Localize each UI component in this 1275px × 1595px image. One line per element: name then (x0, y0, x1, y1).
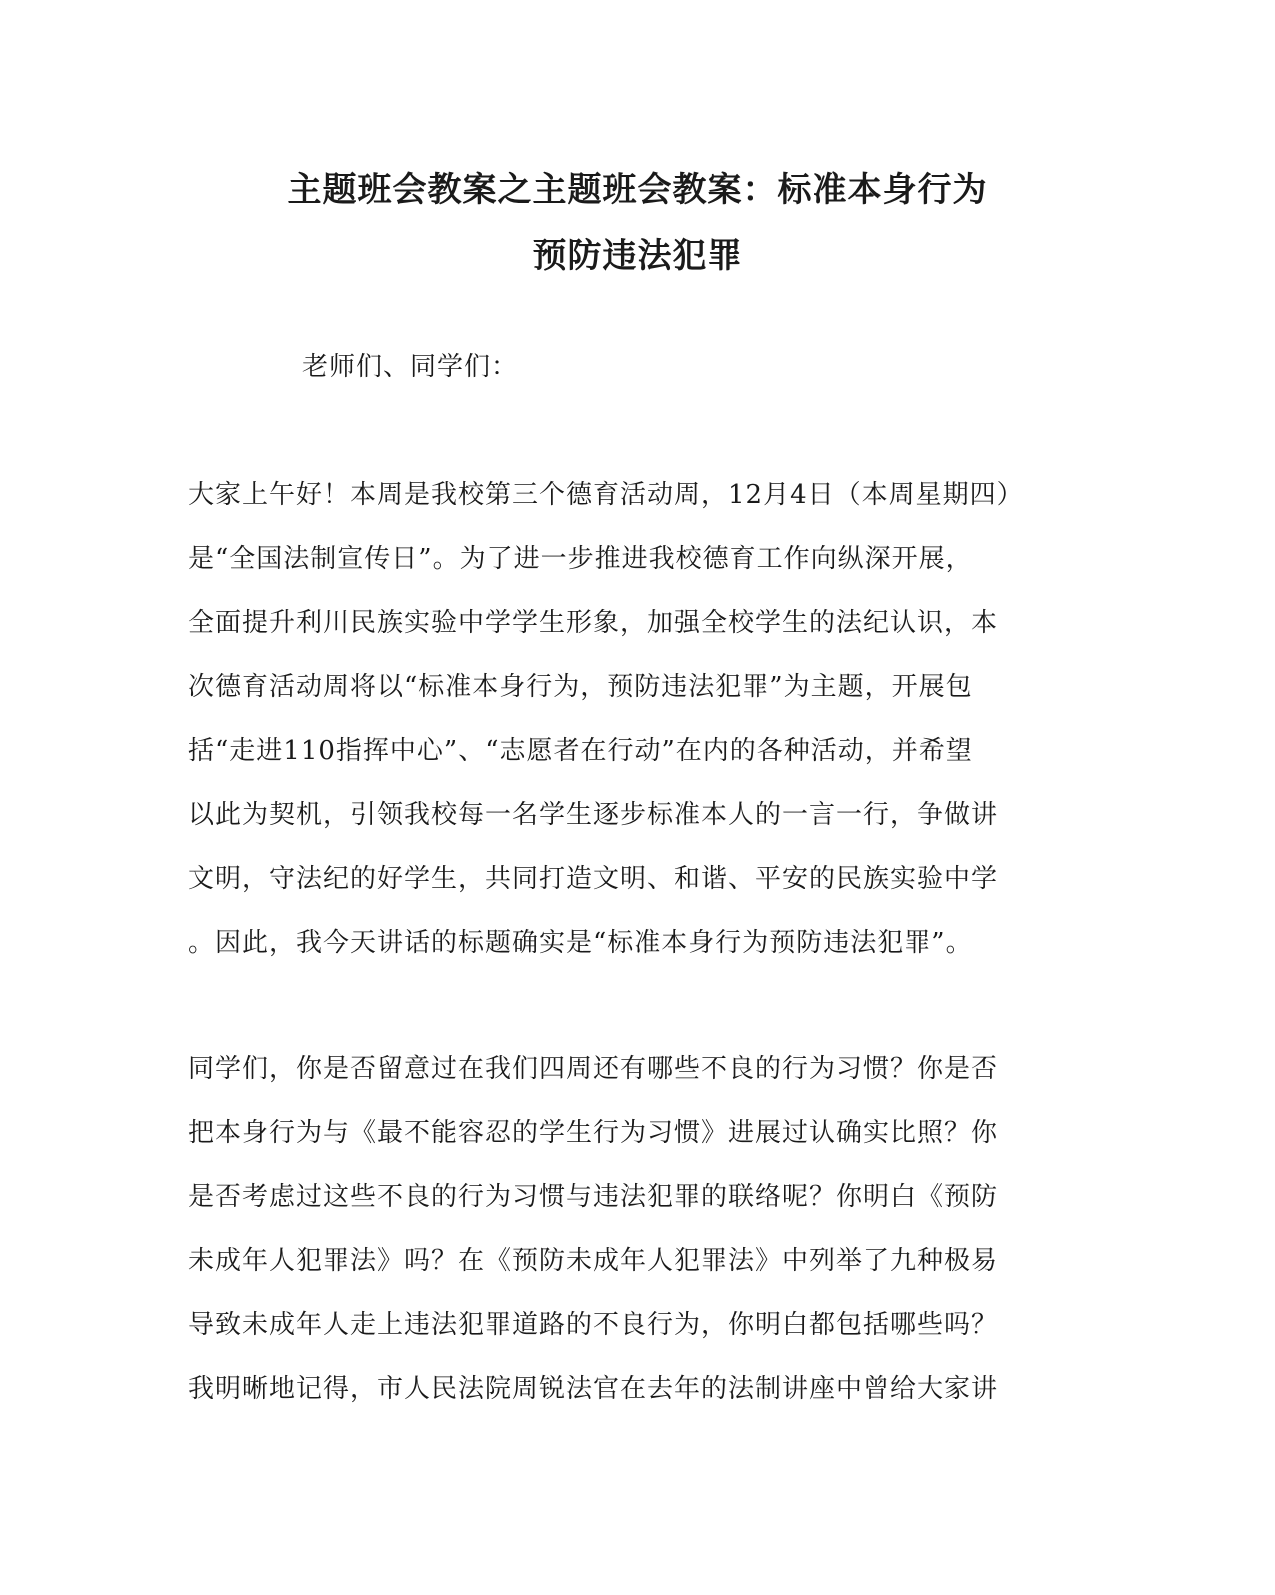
paragraph-2-line: 未成年人犯罪法》吗？在《预防未成年人犯罪法》中列举了九种极易 (188, 1246, 999, 1276)
paragraph-2-line: 同学们，你是否留意过在我们四周还有哪些不良的行为习惯？你是否 (188, 1054, 999, 1084)
paragraph-2-line: 导致未成年人走上违法犯罪道路的不良行为，你明白都包括哪些吗？ (188, 1310, 999, 1340)
paragraph-1-line: 以此为契机，引领我校每一名学生逐步标准本人的一言一行，争做讲 (188, 800, 999, 830)
paragraph-1-line: 是“全国法制宣传日”。为了进一步推进我校德育工作向纵深开展， (188, 544, 973, 574)
greeting: 老师们、同学们： (302, 352, 519, 382)
document-title-line-2: 预防违法犯罪 (532, 236, 743, 276)
paragraph-2-line: 是否考虑过这些不良的行为习惯与违法犯罪的联络呢？你明白《预防 (188, 1182, 999, 1212)
paragraph-2-line: 把本身行为与《最不能容忍的学生行为习惯》进展过认确实比照？你 (188, 1118, 999, 1148)
paragraph-1-line: 大家上午好！本周是我校第三个德育活动周，12月4日（本周星期四） (188, 480, 1024, 510)
paragraph-1-line: 文明，守法纪的好学生，共同打造文明、和谐、平安的民族实验中学 (188, 864, 999, 894)
paragraph-1-line: 次德育活动周将以“标准本身行为，预防违法犯罪”为主题，开展包 (188, 672, 973, 702)
paragraph-1-line: 全面提升利川民族实验中学学生形象，加强全校学生的法纪认识，本 (188, 608, 999, 638)
document-title-line-1: 主题班会教案之主题班会教案：标准本身行为 (287, 170, 988, 210)
paragraph-1-line: 括“走进110指挥中心”、“志愿者在行动”在内的各种活动，并希望 (188, 736, 973, 766)
paragraph-1-line: 。因此，我今天讲话的标题确实是“标准本身行为预防违法犯罪”。 (188, 928, 973, 958)
paragraph-2-line: 我明晰地记得，市人民法院周锐法官在去年的法制讲座中曾给大家讲 (188, 1374, 999, 1404)
